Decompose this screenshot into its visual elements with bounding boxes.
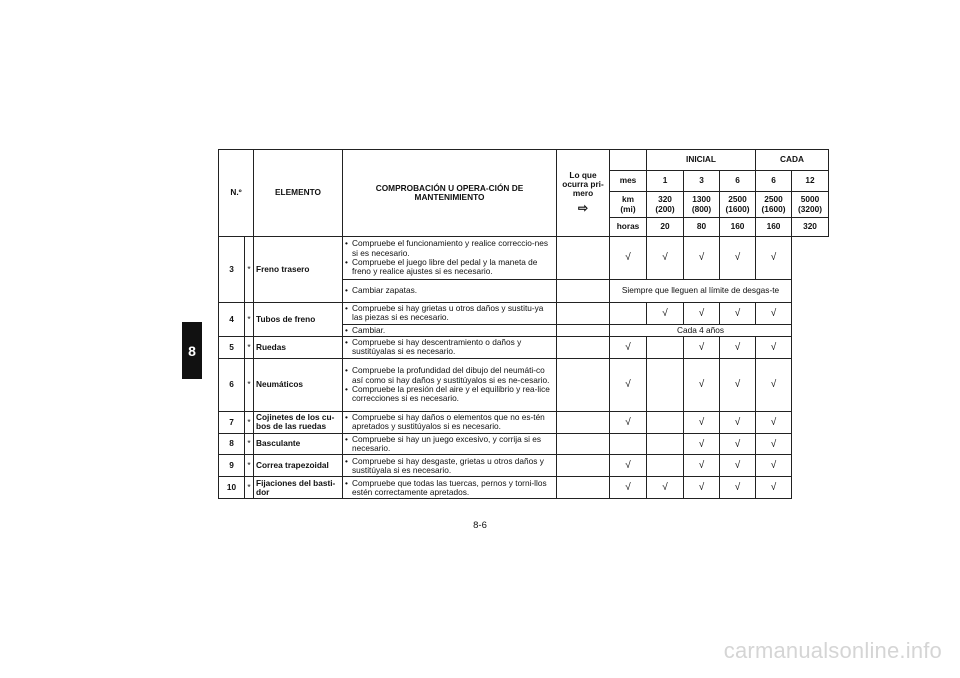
km-value: 2500 (1600): [756, 192, 792, 218]
hours-value: 80: [684, 218, 720, 237]
check-mark: [647, 433, 684, 455]
row-element: Ruedas: [254, 336, 343, 358]
table-row: [219, 358, 829, 411]
row-blank: [557, 358, 610, 411]
row-star: *: [245, 303, 254, 337]
table-row: [219, 336, 829, 358]
check-mark: [647, 336, 684, 358]
row-star: *: [245, 237, 254, 303]
check-mark: √: [720, 237, 756, 280]
row-star: *: [245, 411, 254, 433]
row-number: 7: [219, 411, 245, 433]
row-description-item: • Cambiar.: [345, 326, 554, 335]
check-mark: √: [684, 455, 720, 477]
check-mark: √: [756, 358, 792, 411]
row-description: [343, 358, 557, 411]
check-mark: √: [684, 358, 720, 411]
check-mark: √: [610, 411, 647, 433]
check-mark: √: [720, 358, 756, 411]
check-mark: √: [756, 237, 792, 280]
row-description: [343, 336, 557, 358]
row-description: [343, 477, 557, 499]
check-mark: √: [720, 411, 756, 433]
row-description: [343, 303, 557, 325]
row-star: *: [245, 455, 254, 477]
mes-label: mes: [610, 171, 647, 192]
check-mark: √: [684, 433, 720, 455]
check-mark: √: [756, 433, 792, 455]
row-number: 4: [219, 303, 245, 337]
month-value: 1: [647, 171, 684, 192]
row-description-item: • Compruebe la presión del aire y el equilibrio y rea-lice correcciones si es necesario.: [345, 385, 554, 404]
check-mark: √: [610, 336, 647, 358]
check-mark: √: [647, 237, 684, 280]
watermark: carmanualsonline.info: [723, 638, 942, 663]
check-mark: [647, 358, 684, 411]
check-mark: √: [684, 303, 720, 325]
row-blank: [557, 280, 610, 303]
header-no: N.º: [219, 150, 254, 237]
check-mark: √: [720, 336, 756, 358]
row-description-item: • Compruebe si hay descentramiento o daños y sustitúyalas si es necesario.: [345, 338, 554, 357]
table-row: [219, 411, 829, 433]
row-description-item: • Compruebe el juego libre del pedal y la maneta de freno y realice ajustes si es necesario.: [345, 258, 554, 277]
row-element: Freno trasero: [254, 237, 343, 303]
check-mark: √: [684, 237, 720, 280]
km-value: 320 (200): [647, 192, 684, 218]
row-blank: [557, 477, 610, 499]
row-number: 10: [219, 477, 245, 499]
header-every: CADA: [756, 150, 829, 171]
row-description: [343, 280, 557, 303]
check-mark: √: [610, 358, 647, 411]
row-star: *: [245, 336, 254, 358]
row-number: 8: [219, 433, 245, 455]
pointing-hand-icon: ⇨: [577, 200, 589, 215]
row-star: *: [245, 477, 254, 499]
hours-value: 320: [792, 218, 829, 237]
row-element: Neumáticos: [254, 358, 343, 411]
check-mark: [647, 411, 684, 433]
header-first-label: Lo que ocurra pri-mero: [562, 169, 604, 199]
table-row: [219, 433, 829, 455]
header-element: ELEMENTO: [254, 150, 343, 237]
row-blank: [557, 455, 610, 477]
row-element: Cojinetes de los cu-bos de las ruedas: [254, 411, 343, 433]
table-row: [219, 303, 829, 325]
km-value: 1300 (800): [684, 192, 720, 218]
row-description-item: • Compruebe si hay desgaste, grietas u otros daños y sustitúyala si es necesario.: [345, 457, 554, 476]
row-blank: [557, 336, 610, 358]
km-value: 5000 (3200): [792, 192, 829, 218]
row-blank: [557, 433, 610, 455]
chapter-tab: 8: [182, 322, 202, 379]
row-star: *: [245, 358, 254, 411]
check-mark: √: [684, 411, 720, 433]
row-number: 9: [219, 455, 245, 477]
row-number: 5: [219, 336, 245, 358]
row-star: *: [245, 433, 254, 455]
row-description: [343, 411, 557, 433]
maintenance-table: [218, 149, 829, 499]
table-row: [219, 477, 829, 499]
month-value: 6: [720, 171, 756, 192]
check-mark: √: [610, 455, 647, 477]
month-value: 12: [792, 171, 829, 192]
row-description-item: • Compruebe la profundidad del dibujo del neumáti-co así como si hay daños y sustitúyalos si es ne-cesario.: [345, 366, 554, 385]
hours-value: 160: [720, 218, 756, 237]
row-element: Correa trapezoidal: [254, 455, 343, 477]
check-mark: √: [610, 237, 647, 280]
check-mark: √: [756, 455, 792, 477]
row-blank: [557, 411, 610, 433]
hours-label: horas: [610, 218, 647, 237]
row-description: [343, 324, 557, 336]
table-row: [219, 455, 829, 477]
table-row: [219, 237, 829, 280]
row-number: 3: [219, 237, 245, 303]
check-mark: √: [756, 336, 792, 358]
row-element: Basculante: [254, 433, 343, 455]
row-description-item: • Compruebe el funcionamiento y realice correccio-nes si es necesario.: [345, 239, 554, 258]
row-element: Fijaciones del basti-dor: [254, 477, 343, 499]
check-mark: √: [720, 477, 756, 499]
row-description-item: • Compruebe que todas las tuercas, pernos y torni-llos estén correctamente apretados.: [345, 479, 554, 498]
row-number: 6: [219, 358, 245, 411]
check-mark: [647, 455, 684, 477]
check-mark: √: [720, 303, 756, 325]
row-description: [343, 455, 557, 477]
km-label: km (mi): [610, 192, 647, 218]
check-mark: √: [720, 433, 756, 455]
row-description: [343, 237, 557, 280]
check-mark: √: [756, 411, 792, 433]
header-blank: [610, 150, 647, 171]
check-mark: √: [720, 455, 756, 477]
row-blank: [557, 303, 610, 325]
hours-value: 20: [647, 218, 684, 237]
row-blank: [557, 324, 610, 336]
check-mark: √: [647, 477, 684, 499]
month-value: 6: [756, 171, 792, 192]
check-mark: [610, 433, 647, 455]
row-blank: [557, 237, 610, 280]
km-value: 2500 (1600): [720, 192, 756, 218]
row-element: Tubos de freno: [254, 303, 343, 337]
row-description: [343, 433, 557, 455]
row-description-item: • Cambiar zapatas.: [345, 286, 554, 295]
header-initial: INICIAL: [647, 150, 756, 171]
check-mark: √: [756, 303, 792, 325]
row-description-item: • Compruebe si hay un juego excesivo, y corrija si es necesario.: [345, 435, 554, 454]
row-description-item: • Compruebe si hay grietas u otros daños y sustitu-ya las piezas si es necesario.: [345, 304, 554, 323]
hours-value: 160: [756, 218, 792, 237]
check-mark: [610, 303, 647, 325]
check-mark: √: [610, 477, 647, 499]
check-mark: √: [756, 477, 792, 499]
interval-note: Cada 4 años: [610, 324, 792, 336]
row-description-item: • Compruebe si hay daños o elementos que no es-tén apretados y sustitúyalos si es necesario.: [345, 413, 554, 432]
page-number: 8-6: [473, 520, 487, 531]
check-mark: √: [684, 336, 720, 358]
header-first: [557, 150, 610, 237]
interval-note: Siempre que lleguen al límite de desgas-te: [610, 280, 792, 303]
check-mark: √: [684, 477, 720, 499]
month-value: 3: [684, 171, 720, 192]
header-operation: COMPROBACIÓN U OPERA-CIÓN DE MANTENIMIENTO: [343, 150, 557, 237]
check-mark: √: [647, 303, 684, 325]
